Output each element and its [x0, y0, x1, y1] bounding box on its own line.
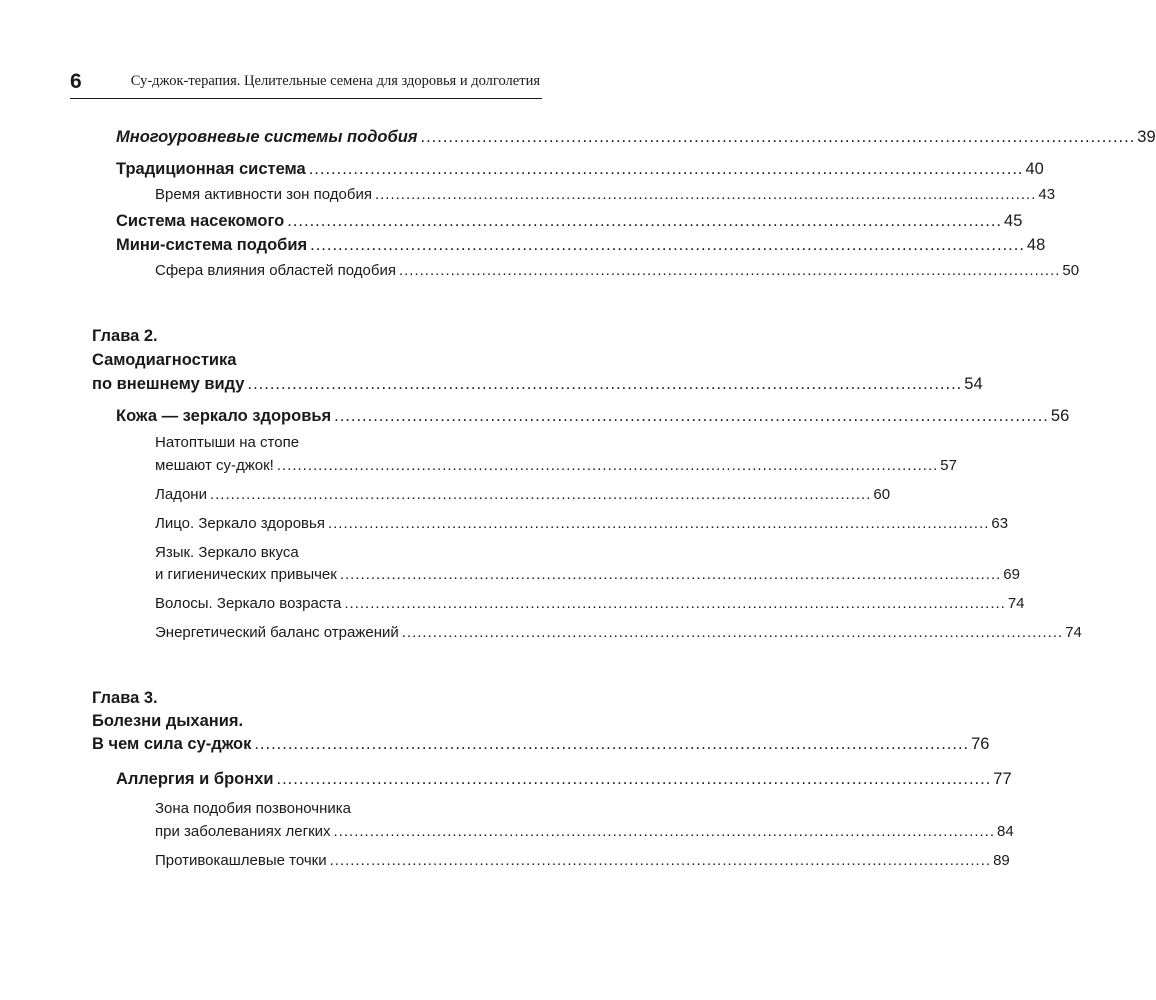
toc-entry-page: 89	[993, 852, 1010, 869]
toc-entry-influence	[155, 262, 1080, 279]
toc-entry-page: 43	[1038, 186, 1056, 203]
running-title: Су-джок-терапия. Целительные семена для здоровья и долголетия	[130, 73, 540, 89]
toc-entry-spine-zone-line1: Зона подобия позвоночника	[155, 800, 352, 817]
chapter-3-title-line1: Болезни дыхания.	[92, 712, 244, 730]
toc-entry-skin	[116, 407, 1070, 426]
toc-entry-face	[155, 515, 1009, 532]
toc-entry-page: 48	[1026, 236, 1046, 254]
toc-entry-title: В чем сила су-джок	[92, 735, 252, 753]
toc-entry-page: 74	[1007, 595, 1025, 612]
toc-entry-allergy	[116, 770, 1012, 789]
toc-entry-insect	[116, 212, 1023, 231]
toc-entry-title: Многоуровневые системы подобия	[116, 128, 418, 146]
dot-leader: ................................................................................................................................	[276, 770, 992, 788]
dot-leader: ................................................................................................................................	[247, 375, 963, 393]
toc-entry-title: Кожа — зеркало здоровья	[116, 407, 332, 425]
toc-entry-title: при заболеваниях легких	[155, 823, 331, 840]
dot-leader: ................................................................................................................................	[308, 160, 1024, 178]
toc-entry-mini	[116, 236, 1046, 255]
page-header	[70, 70, 542, 99]
toc-entry-title: Сфера влияния областей подобия	[155, 262, 396, 279]
toc-entry-page: 74	[1065, 624, 1082, 641]
dot-leader: ................................................................................................................................	[254, 735, 970, 753]
toc-entry-page: 39	[1137, 128, 1156, 146]
toc-entry-spine-zone	[155, 823, 1014, 840]
toc-entry-title: Аллергия и бронхи	[116, 770, 274, 788]
toc-entry-page: 77	[993, 770, 1012, 788]
dot-leader: ................................................................................................................................	[344, 595, 1006, 612]
toc-entry-chapter-3	[92, 735, 990, 754]
dot-leader: ................................................................................................................................	[401, 624, 1064, 641]
toc-entry-page: 76	[971, 735, 990, 753]
toc-entry-title: Время активности зон подобия	[155, 186, 372, 203]
toc-entry-palms	[155, 486, 891, 503]
chapter-2-label: Глава 2.	[92, 327, 158, 345]
toc-entry-title: и гигиенических привычек	[155, 566, 337, 583]
toc-entry-page: 69	[1003, 566, 1020, 583]
toc-entry-page: 63	[991, 515, 1009, 532]
toc-entry-tongue-line1: Язык. Зеркало вкуса	[155, 544, 299, 561]
toc-entry-hair	[155, 595, 1025, 612]
toc-entry-page: 54	[964, 375, 983, 393]
toc-entry-page: 57	[940, 457, 957, 474]
toc-entry-calluses	[155, 457, 957, 474]
page-number: 6	[70, 70, 82, 93]
toc-entry-page: 40	[1025, 160, 1044, 178]
toc-entry-calluses-line1: Натоптыши на стопе	[155, 434, 300, 451]
dot-leader: ................................................................................................................................	[398, 262, 1061, 279]
toc-entry-title: Энергетический баланс отражений	[155, 624, 399, 641]
dot-leader: ................................................................................................................................	[329, 852, 992, 869]
toc-entry-page: 45	[1004, 212, 1023, 230]
toc-entry-cough	[155, 852, 1010, 869]
toc-entry-page: 60	[873, 486, 891, 503]
toc-entry-tongue	[155, 566, 1020, 583]
toc-entry-energy	[155, 624, 1082, 641]
toc-entry-title: по внешнему виду	[92, 375, 245, 393]
dot-leader: ................................................................................................................................	[310, 236, 1025, 254]
dot-leader: ................................................................................................................................	[339, 566, 1002, 583]
dot-leader: ................................................................................................................................	[374, 186, 1037, 203]
dot-leader: ................................................................................................................................	[327, 515, 990, 532]
dot-leader: ................................................................................................................................	[209, 486, 872, 503]
toc-entry-page: 56	[1050, 407, 1070, 425]
dot-leader: ................................................................................................................................	[420, 128, 1136, 146]
toc-entry-multilevel	[116, 128, 1156, 147]
toc-entry-activity-time	[155, 186, 1056, 203]
toc-entry-title: Система насекомого	[116, 212, 285, 230]
dot-leader: ................................................................................................................................	[333, 823, 995, 840]
chapter-3-label: Глава 3.	[92, 689, 158, 707]
dot-leader: ................................................................................................................................	[334, 407, 1049, 425]
toc-entry-page: 84	[996, 823, 1014, 840]
toc-entry-title: Лицо. Зеркало здоровья	[155, 515, 325, 532]
dot-leader: ................................................................................................................................	[276, 457, 939, 474]
toc-entry-title: Традиционная система	[116, 160, 306, 178]
toc-entry-chapter-2	[92, 375, 983, 394]
dot-leader: ................................................................................................................................	[287, 212, 1003, 230]
chapter-2-title-line1: Самодиагностика	[92, 351, 237, 369]
toc-entry-title: Мини-система подобия	[116, 236, 308, 254]
toc-entry-page: 50	[1062, 262, 1080, 279]
toc-entry-title: Противокашлевые точки	[155, 852, 327, 869]
toc-entry-title: Ладони	[155, 486, 207, 503]
toc-entry-title: мешают су-джок!	[155, 457, 274, 474]
toc-entry-traditional	[116, 160, 1044, 179]
toc-entry-title: Волосы. Зеркало возраста	[155, 595, 342, 612]
